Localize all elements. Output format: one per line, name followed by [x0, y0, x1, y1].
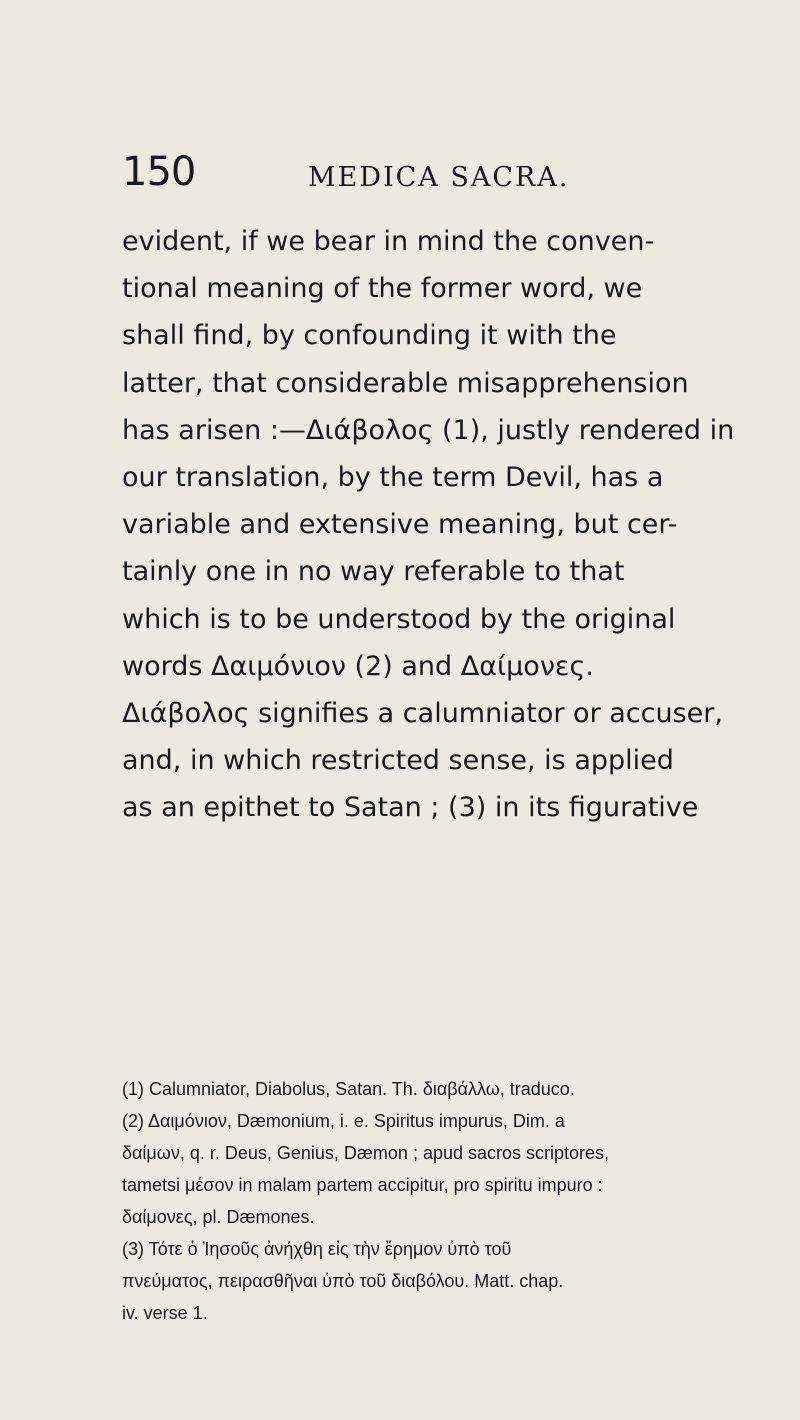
body-line: shall find, by confounding it with the	[122, 320, 617, 352]
footnote-line: δαίμων, q. r. Deus, Genius, Dæmon ; apud sacros scriptores,	[122, 1143, 610, 1163]
body-line: latter, that considerable misapprehension	[122, 367, 689, 399]
body-text	[122, 218, 752, 831]
body-line: Διάβολος signifies a calumniator or accuser,	[122, 697, 723, 729]
body-line: words Δαιμόνιον (2) and Δαίμονες.	[122, 650, 594, 682]
page-header	[122, 150, 742, 200]
footnote-line: (1) Calumniator, Diabolus, Satan. Th. διαβάλλω, traduco.	[122, 1079, 575, 1099]
footnote-line: iv. verse 1.	[122, 1303, 208, 1323]
footnote-line: tametsi μέσον in malam partem accipitur, pro spiritu impuro :	[122, 1175, 603, 1195]
body-line: has arisen :—Διάβολος (1), justly rendered in	[122, 414, 735, 446]
body-line: tainly one in no way referable to that	[122, 556, 625, 588]
footnote-line: (2) Δαιμόνιον, Dæmonium, i. e. Spiritus impurus, Dim. a	[122, 1111, 565, 1131]
body-line: as an epithet to Satan ; (3) in its figurative	[122, 792, 699, 824]
running-title: MEDICA SACRA.	[308, 162, 570, 193]
footnote-line: πνεύματος, πειρασθῆναι ὑπὸ τοῦ διαβόλου. Matt. chap.	[122, 1271, 564, 1291]
page-number: 150	[122, 149, 196, 195]
footnote-line: δαίμονες, pl. Dæmones.	[122, 1207, 315, 1227]
body-line: our translation, by the term Devil, has a	[122, 461, 664, 493]
body-line: evident, if we bear in mind the conven-	[122, 226, 655, 257]
body-line: and, in which restricted sense, is applied	[122, 745, 674, 777]
body-line: which is to be understood by the original	[122, 603, 676, 635]
footnotes	[122, 1073, 762, 1329]
footnote-line: (3) Τότε ὁ Ἰησοῦς ἀνήχθη εἰς τὴν ἔρημον ὑπὸ τοῦ	[122, 1239, 512, 1259]
body-line: tional meaning of the former word, we	[122, 273, 643, 305]
body-line: variable and extensive meaning, but cer-	[122, 509, 678, 541]
